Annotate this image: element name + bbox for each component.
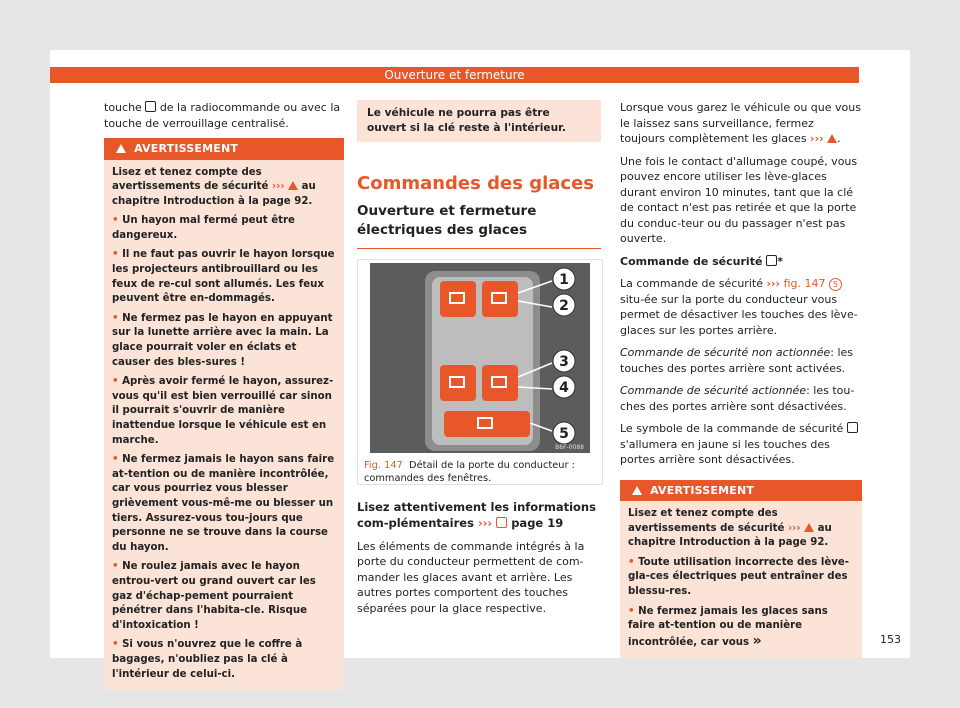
page-number: 153 [880,633,901,646]
callout-5: 5 [559,425,569,442]
callout-4: 4 [559,379,569,396]
figure-code: B6F-0088 [555,443,584,451]
door-switch-illustration [370,263,590,453]
section-subheading: Ouverture et fermeture électriques des glaces [357,202,601,249]
warning-bullet: • Un hayon mal fermé peut être dangereux. [112,215,295,241]
warning-icon [116,144,126,153]
window-switch-1 [440,281,476,317]
warning-header: AVERTISSEMENT [620,480,862,502]
warning-bullet: • Ne fermez pas le hayon en appuyant sur la lunette arrière avec la main. La glace pourrait voler en éclats et causer des bles-sures ! [112,312,333,368]
book-icon [496,517,507,528]
callout-3: 3 [559,353,569,370]
child-lock-icon [766,255,777,266]
warning-body [620,501,862,658]
warning-bullet: • Ne fermez jamais le hayon sans faire at-tention ou de manière incontrôlée, car vous pourriez vous blesser grièvement vous-mê-me ou blesser un tiers. Assurez-vous tou-jours que personne ne se trouve dans la course du hayon. [112,454,335,553]
page-header: Ouverture et fermeture [50,67,859,83]
note-box: Le véhicule ne pourra pas être ouvert si la clé reste à l'intérieur. [357,100,601,142]
warning-icon [804,523,814,532]
body-paragraph: Commande de sécurité actionnée: les tou-ches des portes arrière sont désactivées. [620,384,855,413]
body-paragraph: Les éléments de commande intégrés à la porte du conducteur permettent de com-mander les glaces avant et arrière. Les autres portes comportent des touches séparées pour la glace respective. [357,539,585,615]
warning-box [104,138,344,690]
warning-icon [632,486,642,495]
door-switch-panel-image [370,263,590,453]
arrow-icon: ››› [271,181,285,193]
warning-bullet: • Si vous n'ouvrez que le coffre à bagages, n'oubliez pas la clé à l'intérieur de celui-ci. [112,639,303,680]
warning-bullet: • Après avoir fermé le hayon, assurez-vous qu'il est bien verrouillé car sinon il pourrait s'ouvrir de manière inattendue lorsque le véhicule est en marche. [112,376,334,446]
warning-icon [827,134,837,143]
body-paragraph: La commande de sécurité ››› fig. 147 5 situ-ée sur la porte du conducteur vous permet de désactiver les touches des lève-glaces sur les portes arrière. [620,277,858,337]
continue-marker: » [752,632,762,649]
safety-switch-5 [444,411,530,437]
window-switch-3 [440,365,476,401]
window-switch-4 [482,365,518,401]
safety-heading: Commande de sécurité * [620,254,784,268]
arrow-icon: ››› [787,522,801,534]
additional-info-heading: Lisez attentivement les informations com-plémentaires ››› page 19 [357,499,596,530]
figure-147 [357,259,603,485]
warning-bullet: • Ne fermez jamais les glaces sans faire at-tention ou de manière incontrôlée, car vous » [628,605,828,649]
window-switch-2 [482,281,518,317]
body-paragraph: Une fois le contact d'allumage coupé, vous pouvez encore utiliser les lève-glaces durant environ 10 minutes, tant que la clé de contact n'est pas retirée et que la porte du conduc-teur ou du passager n'est pas ouverte. [620,154,858,245]
body-paragraph: Commande de sécurité non actionnée: les touches des portes arrière sont activées. [620,346,854,375]
arrow-icon: ››› [766,277,781,290]
intro-paragraph: touche de la radiocommande ou avec la touche de verrouillage centralisé. [104,101,341,130]
warning-lead: Lisez et tenez compte des avertissements de sécurité ››› au chapitre Introduction à la page 92. [112,166,316,207]
unlock-key-icon [145,101,156,112]
figure-caption: Fig. 147 Détail de la porte du conducteur : commandes des fenêtres. [364,459,575,484]
callout-number: 5 [829,278,842,291]
warning-box [620,480,862,659]
warning-bullet: • Ne roulez jamais avec le hayon entrou-vert ou grand ouvert car les gaz d'échap-pement pourraient pénétrer dans l'habita-cle. Risque d'intoxication ! [112,561,316,631]
column-right [620,100,862,658]
child-lock-icon [847,422,858,433]
warning-body [104,160,344,691]
arrow-icon: ››› [477,515,493,530]
warning-icon [288,181,298,190]
callout-1: 1 [559,271,569,288]
warning-header: AVERTISSEMENT [104,138,344,160]
arrow-icon: ››› [810,132,824,145]
body-paragraph: Le symbole de la commande de sécurité s'allumera en jaune si les touches des portes arrière sont désactivées. [620,421,862,468]
warning-bullet: • Il ne faut pas ouvrir le hayon lorsque les projecteurs antibrouillard ou les feux de re-cul sont allumés. Les feux peuvent être en-dommagés. [112,249,335,305]
column-left [104,100,344,690]
section-heading: Commandes des glaces [357,173,594,194]
warning-lead: Lisez et tenez compte des avertissements de sécurité ››› au chapitre Introduction à la page 92. [628,508,832,549]
warning-bullet: • Toute utilisation incorrecte des lève-gla-ces électriques peut entraîner des blessu-res. [628,556,850,597]
callout-2: 2 [559,297,569,314]
column-middle [357,100,601,623]
body-paragraph: Lorsque vous garez le véhicule ou que vous le laissez sans surveillance, fermez toujours complètement les glaces ››› . [620,101,861,145]
